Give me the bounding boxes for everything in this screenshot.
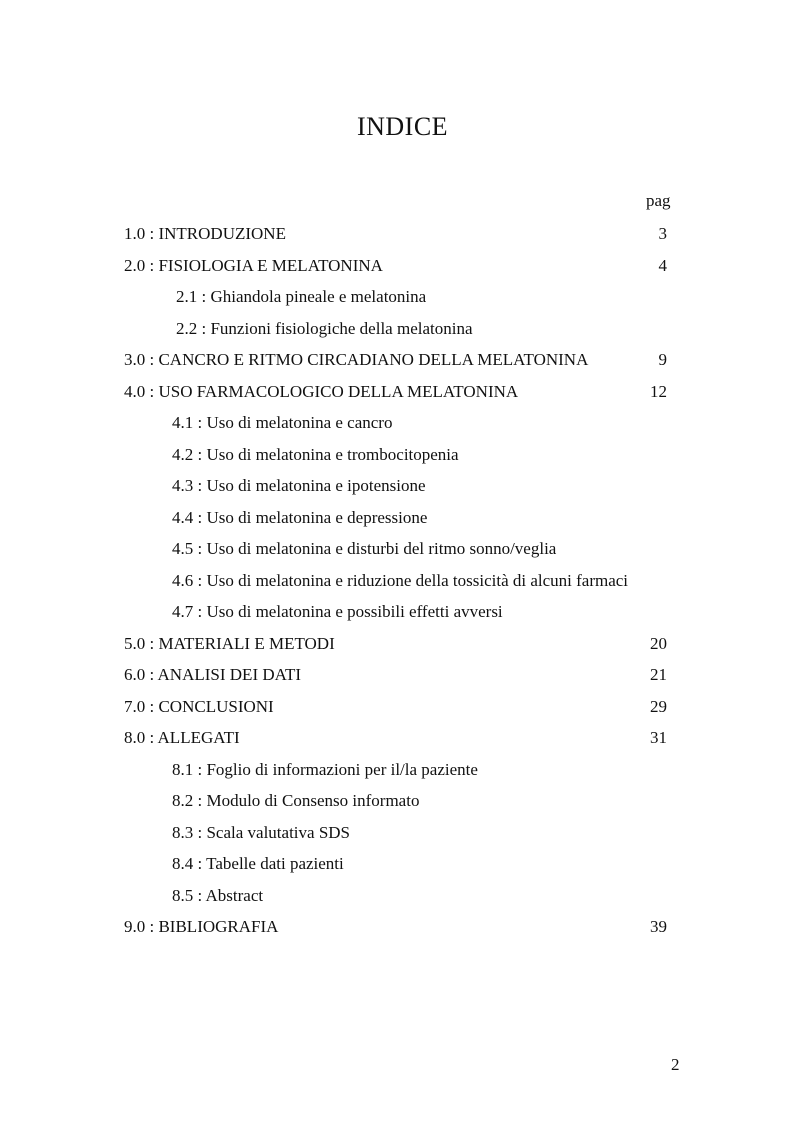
toc-entry-label: 4.1 : Uso di melatonina e cancro xyxy=(172,413,393,432)
toc-entry-page: 4 xyxy=(658,255,667,275)
toc-entry-label: 4.6 : Uso di melatonina e riduzione della tossicità di alcuni farmaci xyxy=(172,570,629,590)
toc-entry-page: 39 xyxy=(650,917,667,936)
toc-entry-label: 8.2 : Modulo di Consenso informato xyxy=(172,791,420,810)
page-column-header: pag xyxy=(646,191,671,210)
toc-entry xyxy=(0,407,793,439)
toc-entry-label: 4.0 : USO FARMACOLOGICO DELLA MELATONINA xyxy=(124,381,519,401)
toc-entry-label: 2.0 : FISIOLOGIA E MELATONINA xyxy=(124,255,383,275)
toc-entry-label: 2.2 : Funzioni fisiologiche della melatonina xyxy=(176,318,473,338)
toc-entry xyxy=(0,565,793,597)
toc-entry xyxy=(0,250,793,282)
toc-entry-label: 9.0 : BIBLIOGRAFIA xyxy=(124,917,279,936)
toc-entry xyxy=(0,691,793,723)
toc-entry-label: 5.0 : MATERIALI E METODI xyxy=(124,633,335,653)
toc-entry-label: 4.7 : Uso di melatonina e possibili effetti avversi xyxy=(172,602,503,621)
toc-entry xyxy=(0,376,793,408)
toc-entry-label: 7.0 : CONCLUSIONI xyxy=(124,696,274,716)
toc-entry xyxy=(0,596,793,628)
toc-entry xyxy=(0,281,793,313)
toc-entry-label: 8.1 : Foglio di informazioni per il/la paziente xyxy=(172,759,478,779)
toc-entry-page: 21 xyxy=(650,665,667,684)
toc-entry-label: 4.2 : Uso di melatonina e trombocitopenia xyxy=(172,444,459,464)
toc-entry-label: 2.1 : Ghiandola pineale e melatonina xyxy=(176,287,427,306)
toc-entry-label: 8.3 : Scala valutativa SDS xyxy=(172,822,351,842)
toc-entry-page: 9 xyxy=(658,350,667,369)
toc-entry xyxy=(0,880,793,912)
toc-entry-page: 12 xyxy=(650,381,667,401)
toc-entry-page: 3 xyxy=(658,224,667,243)
toc-entry-label: 6.0 : ANALISI DEI DATI xyxy=(124,665,302,684)
toc-entry-label: 8.0 : ALLEGATI xyxy=(124,728,240,747)
toc-entry xyxy=(0,659,793,691)
toc-entry-label: 4.3 : Uso di melatonina e ipotensione xyxy=(172,476,426,495)
toc-entry-label: 8.4 : Tabelle dati pazienti xyxy=(172,854,344,873)
toc-entry xyxy=(0,470,793,502)
toc-entry-label: 4.4 : Uso di melatonina e depressione xyxy=(172,507,428,527)
toc-entry xyxy=(0,785,793,817)
page-number: 2 xyxy=(671,1055,680,1074)
toc-entry-label: 8.5 : Abstract xyxy=(172,885,264,905)
toc-entry-label: 4.5 : Uso di melatonina e disturbi del ritmo sonno/veglia xyxy=(172,539,557,558)
toc-entry-label: 1.0 : INTRODUZIONE xyxy=(124,224,286,243)
toc-entry xyxy=(0,439,793,471)
toc-entry xyxy=(0,817,793,849)
table-of-contents xyxy=(0,218,793,943)
toc-entry xyxy=(0,502,793,534)
toc-entry xyxy=(0,628,793,660)
toc-entry xyxy=(0,754,793,786)
toc-entry xyxy=(0,848,793,880)
toc-entry-page: 31 xyxy=(650,728,667,747)
toc-entry xyxy=(0,911,793,943)
toc-entry xyxy=(0,722,793,754)
toc-entry xyxy=(0,313,793,345)
page-title: INDICE xyxy=(356,112,449,141)
toc-entry-page: 29 xyxy=(650,696,667,716)
toc-entry-label: 3.0 : CANCRO E RITMO CIRCADIANO DELLA MELATONINA xyxy=(124,350,589,369)
toc-entry-page: 20 xyxy=(650,633,667,653)
toc-entry xyxy=(0,218,793,250)
toc-entry xyxy=(0,533,793,565)
toc-entry xyxy=(0,344,793,376)
